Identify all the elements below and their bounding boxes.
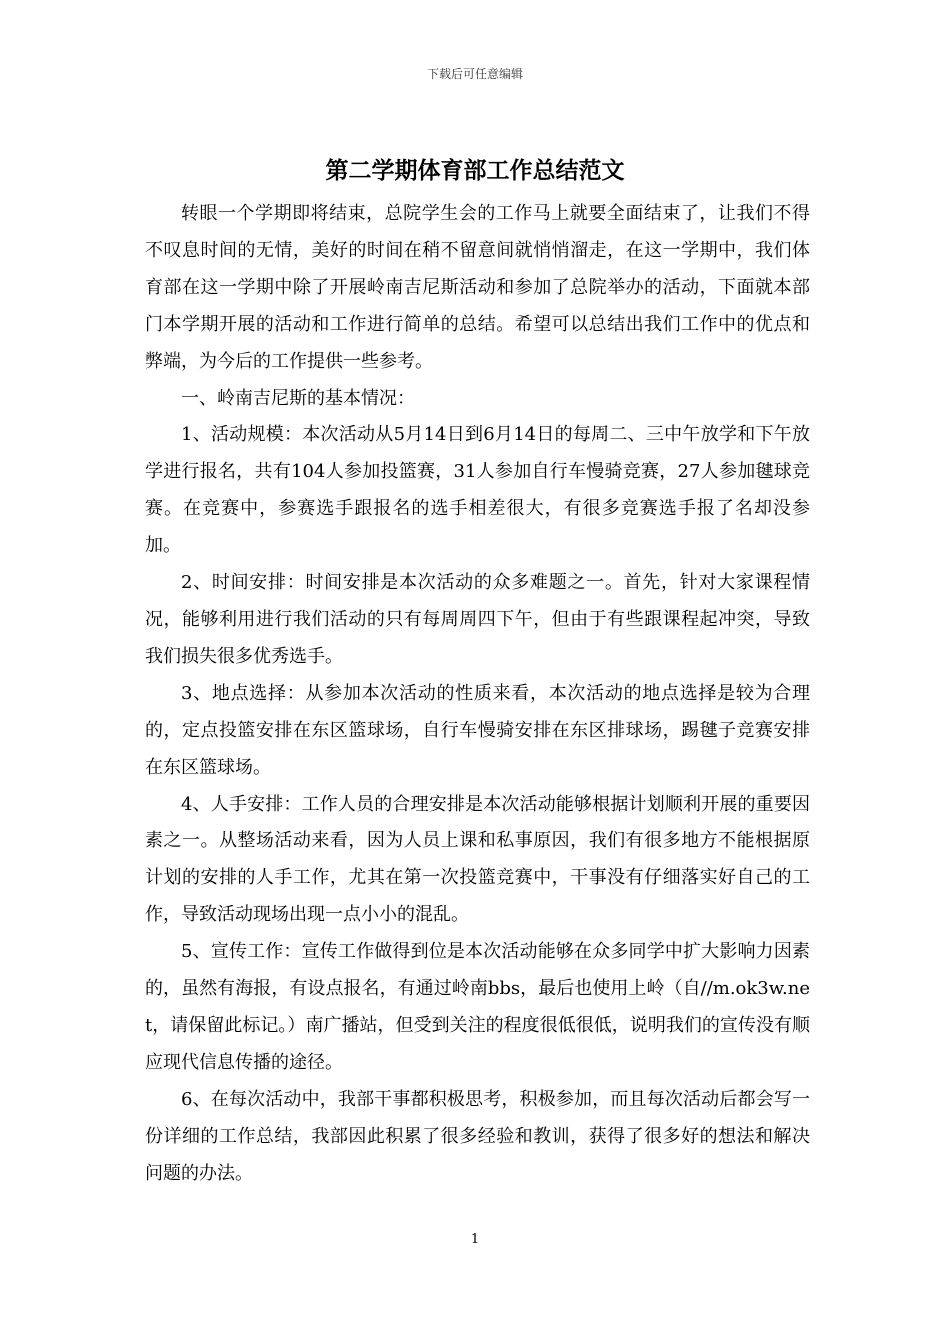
- document-body: [145, 196, 810, 1192]
- document-title: 第二学期体育部工作总结范文: [325, 157, 625, 184]
- paragraph-staffing: 4、人手安排：工作人员的合理安排是本次活动能够根据计划顺利开展的重要因素之一。从整场活动来看，因为人员上课和私事原因，我们有很多地方不能根据原计划的安排的人手工作，尤其在第一次投篮竞赛中，干事没有仔细落实好自己的工作，导致活动现场出现一点小小的混乱。: [145, 793, 810, 926]
- paragraph-publicity: 5、宣传工作：宣传工作做得到位是本次活动能够在众多同学中扩大影响力因素的，虽然有海报，有设点报名，有通过岭南bbs，最后也使用上岭（自//m.ok3w.net，请保留此标记。）南广播站，但受到关注的程度很低很低，说明我们的宣传没有顺应现代信息传播的途径。: [145, 941, 810, 1073]
- page-header-note: 下载后可任意编辑: [426, 67, 523, 81]
- section-heading-basic-info: 一、岭南吉尼斯的基本情况：: [181, 387, 415, 409]
- paragraph-venue-selection: 3、地点选择：从参加本次活动的性质来看，本次活动的地点选择是较为合理的，定点投篮安排在东区篮球场，自行车慢骑安排在东区排球场，踢毽子竞赛安排在东区篮球场。: [145, 682, 810, 778]
- paragraph-reflection: 6、在每次活动中，我部干事都积极思考，积极参加，而且每次活动后都会写一份详细的工作总结，我部因此积累了很多经验和教训，获得了很多好的想法和解决问题的办法。: [145, 1088, 810, 1184]
- paragraph-intro: 转眼一个学期即将结束，总院学生会的工作马上就要全面结束了，让我们不得不叹息时间的无情，美好的时间在稍不留意间就悄悄溜走，在这一学期中，我们体育部在这一学期中除了开展岭南吉尼斯活动和参加了总院举办的活动，下面就本部门本学期开展的活动和工作进行简单的总结。希望可以总结出我们工作中的优点和弊端，为今后的工作提供一些参考。: [145, 203, 810, 372]
- paragraph-time-arrangement: 2、时间安排：时间安排是本次活动的众多难题之一。首先，针对大家课程情况，能够利用进行我们活动的只有每周周四下午，但由于有些跟课程起冲突，导致我们损失很多优秀选手。: [145, 572, 810, 667]
- page-number: 1: [470, 1232, 480, 1247]
- paragraph-activity-scale: 1、活动规模：本次活动从5月14日到6月14日的每周二、三中午放学和下午放学进行报名，共有104人参加投篮赛，31人参加自行车慢骑竞赛，27人参加毽球竞赛。在竞赛中，参赛选手跟报名的选手相差很大，有很多竞赛选手报了名却没参加。: [145, 424, 810, 557]
